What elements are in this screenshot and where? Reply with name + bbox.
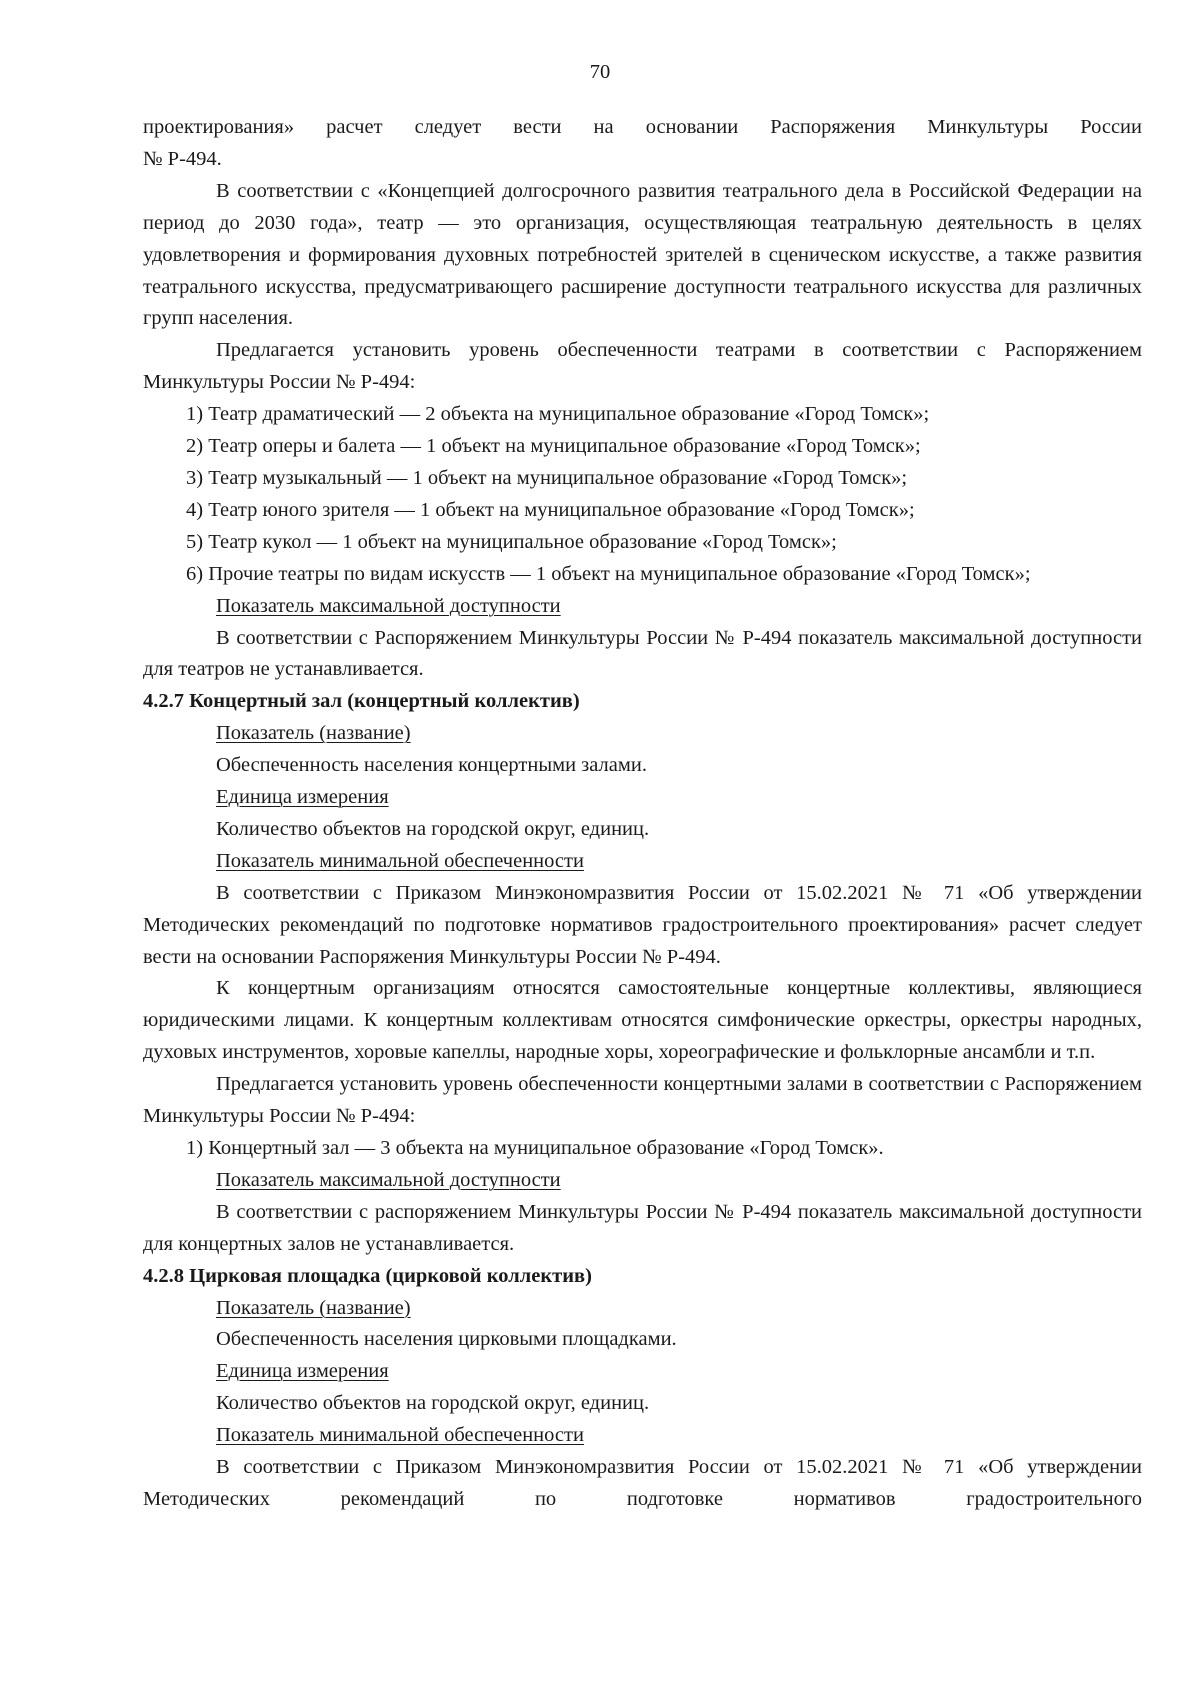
section-label-min-provision: Показатель минимальной обеспеченности bbox=[216, 1424, 584, 1447]
section-heading-concert-hall: 4.2.7 Концертный зал (концертный коллектив) bbox=[143, 690, 580, 713]
paragraph-concert-order: В соответствии с Приказом Минэкономразвития России от 15.02.2021 № 71 «Об утверждении Методических рекомендаций по подготовке нормативов градостроительного проектирования» расчет следует вести на основании Распоряжения Минкультуры России № Р-494. bbox=[143, 881, 1142, 968]
list-item: 3) Театр музыкальный — 1 объект на муниципальное образование «Город Томск»; bbox=[186, 466, 908, 489]
paragraph-theatre-provision: Предлагается установить уровень обеспеченности театрами в соответствии с Распоряжением Минкультуры России № Р-494: bbox=[143, 339, 1142, 394]
list-item: 1) Театр драматический — 2 объекта на муниципальное образование «Город Томск»; bbox=[186, 403, 930, 426]
section-label-max-accessibility: Показатель максимальной доступности bbox=[216, 1168, 561, 1191]
list-item: 2) Театр оперы и балета — 1 объект на муниципальное образование «Город Томск»; bbox=[186, 435, 921, 458]
section-label-min-provision: Показатель минимальной обеспеченности bbox=[216, 849, 584, 872]
paragraph-concert-provision: Предлагается установить уровень обеспеченности концертными залами в соответствии с Распоряжением Минкультуры России № Р-494: bbox=[143, 1073, 1142, 1128]
section-heading-circus: 4.2.8 Цирковая площадка (цирковой коллектив) bbox=[143, 1264, 592, 1287]
section-label-unit: Единица измерения bbox=[216, 1360, 389, 1383]
section-label-indicator-name: Показатель (название) bbox=[216, 722, 411, 745]
list-item: 6) Прочие театры по видам искусств — 1 объект на муниципальное образование «Город Томск»; bbox=[186, 562, 1031, 585]
unit-value: Количество объектов на городской округ, единиц. bbox=[216, 1392, 650, 1415]
paragraph-circus-order: В соответствии с Приказом Минэкономразвития России от 15.02.2021 № 71 «Об утверждении Методических рекомендаций по подготовке нормативов градостроительного bbox=[143, 1456, 1142, 1510]
section-label-max-accessibility: Показатель максимальной доступности bbox=[216, 594, 561, 617]
paragraph-continuation: проектирования» расчет следует вести на основании Распоряжения Минкультуры России bbox=[143, 116, 1142, 138]
paragraph-concert-organizations: К концертным организациям относятся самостоятельные концертные коллективы, являющиеся юридическими лицами. К концертным коллективам относятся симфонические оркестры, оркестры народных, духовых инструментов, хоровые капеллы, народные хоры, хореографические и фольклорные ансамбли и т.п. bbox=[143, 977, 1142, 1064]
section-label-unit: Единица измерения bbox=[216, 786, 389, 809]
unit-value: Количество объектов на городской округ, единиц. bbox=[216, 817, 650, 840]
paragraph-theatre-concept: В соответствии с «Концепцией долгосрочного развития театрального дела в Российской Федерации на период до 2030 года», театр — это организация, осуществляющая театральную деятельность в целях удовлетворения и формирования духовных потребностей зрителей в сценическом искусстве, а также развития театрального искусства, предусматривающего расширение доступности театрального искусства для различных групп населения. bbox=[143, 179, 1142, 330]
indicator-name-value: Обеспеченность населения цирковыми площадками. bbox=[216, 1328, 677, 1351]
indicator-name-value: Обеспеченность населения концертными залами. bbox=[216, 754, 647, 777]
section-label-indicator-name: Показатель (название) bbox=[216, 1296, 411, 1319]
paragraph-concert-accessibility: В соответствии с распоряжением Минкультуры России № Р-494 показатель максимальной доступности для концертных залов не устанавливается. bbox=[143, 1200, 1142, 1255]
paragraph-theatre-accessibility: В соответствии с Распоряжением Минкультуры России № Р-494 показатель максимальной доступности для театров не устанавливается. bbox=[143, 626, 1142, 681]
paragraph-continuation-end: № Р-494. bbox=[143, 147, 222, 170]
page-number: 70 bbox=[589, 61, 611, 83]
list-item: 4) Театр юного зрителя — 1 объект на муниципальное образование «Город Томск»; bbox=[186, 498, 915, 521]
page-body bbox=[143, 112, 1142, 1516]
list-item: 5) Театр кукол — 1 объект на муниципальное образование «Город Томск»; bbox=[186, 530, 837, 553]
list-item: 1) Концертный зал — 3 объекта на муниципальное образование «Город Томск». bbox=[186, 1137, 884, 1159]
